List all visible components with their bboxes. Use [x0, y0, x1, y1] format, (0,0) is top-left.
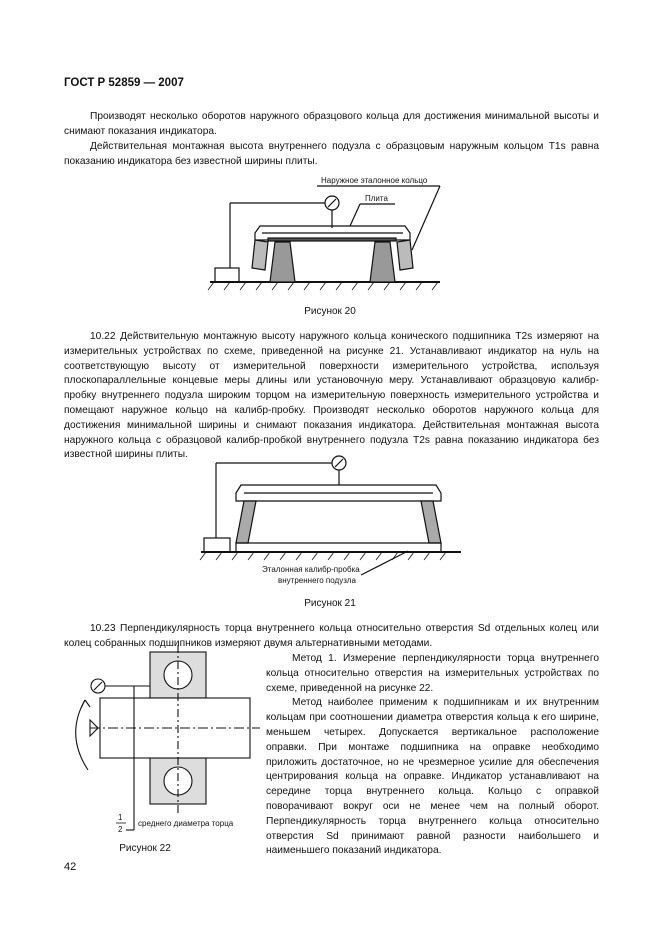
section-10-23-right-column [266, 652, 599, 859]
section-10-23-paragraph-1: 10.23 Перпендикулярность торца внутреннего кольца относительно отверстия Sd отдельных колец или колец собранных подшипников измеряют двумя альтернативными методами. [64, 623, 599, 649]
page-number: 42 [64, 861, 77, 873]
label-gauge-line-2: внутреннего подузла [278, 576, 356, 585]
figure-20-diagram [200, 170, 460, 300]
fraction-denominator: 2 [118, 825, 123, 834]
label-plate: Плита [365, 194, 388, 203]
label-gauge-line-1: Эталонная калибр-пробка [262, 565, 360, 574]
figure-21-caption: Рисунок 21 [304, 598, 356, 609]
label-outer-reference-ring: Наружное эталонное кольцо [321, 176, 428, 185]
intro-paragraph-2: Действительная монтажная высота внутреннего подузла с образцовым наружным кольцом T1s равна показанию индикатора без известной ширины плиты. [64, 141, 599, 167]
figure-22-caption: Рисунок 22 [119, 843, 171, 854]
section-10-23-paragraph-3: Метод наиболее применим к подшипникам и их внутренним кольцам при соотношении диаметра отверстия кольца к его ширине, меньшем четырех. Допускается вертикальное расположение оправки. При монтаже подшипника на оправке необходимо приложить достаточное, но не чрезмерное усилие для обеспечения центрирования кольца на оправке. Индикатор устанавливают на середине торца внутреннего кольца. Кольцо с оправкой поворачивают вокруг оси не менее чем на полный оборот. Перпендикулярность торца внутреннего кольца относительно отверстия Sd принимают равной разности наибольшего и наименьшего показаний индикатора. [266, 697, 599, 857]
document-header: ГОСТ Р 52859 — 2007 [64, 77, 184, 89]
label-mean-face-diameter: среднего диаметра торца [138, 819, 234, 828]
intro-paragraph-1: Производят несколько оборотов наружного образцового кольца для достижения минимальной высоты и снимают показания индикатора. [64, 111, 599, 137]
fraction-numerator: 1 [118, 813, 123, 822]
figure-20-caption: Рисунок 20 [304, 306, 356, 317]
figure-22-diagram [70, 640, 265, 840]
section-10-23-paragraph-2: Метод 1. Измерение перпендикулярности торца внутреннего кольца относительно отверстия на измерительных устройствах по схеме, приведенной на рисунке 22. [266, 653, 599, 694]
figure-21-diagram [196, 455, 466, 595]
section-10-22-text: 10.22 Действительную монтажную высоту наружного кольца конического подшипника T2s измеряют на измерительных устройствах по схеме, приведенной на рисунке 21. Устанавливают индикатор на нуль на соответствующую высоту от измерительной поверхности измерительного устройства, используя плоскопараллельные концевые меры длины или установочную меру. Устанавливают образцовую калибр-пробку внутреннего подузла широким торцом на измерительную поверхность измерительного устройства и помещают наружное кольцо на калибр-пробку. Производят несколько оборотов наружного кольца для достижения минимальной ширины и снимают показания индикатора. Действительная монтажная высота наружного кольца с образцовой калибр-пробкой внутреннего подузла T2s равна показанию индикатора без известной ширины плиты. [64, 331, 599, 461]
